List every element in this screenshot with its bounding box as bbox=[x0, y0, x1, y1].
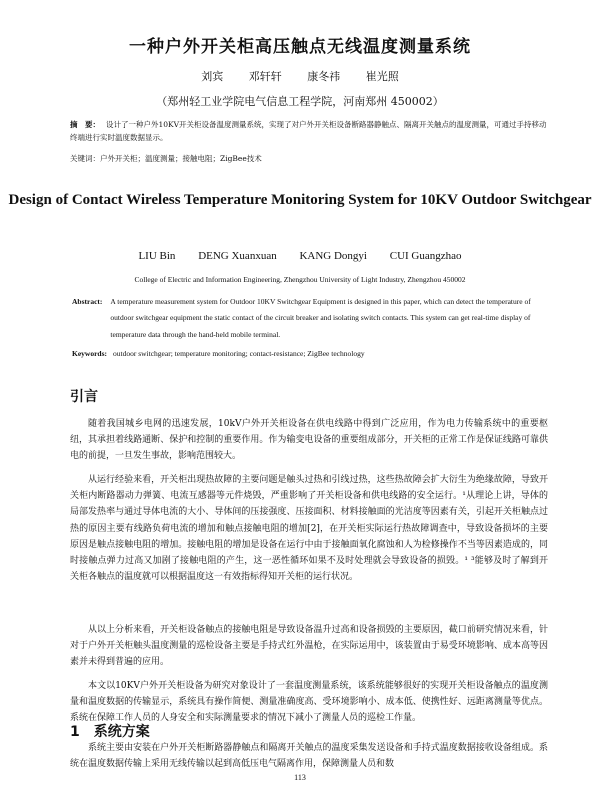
author-name: CUI Guangzhao bbox=[389, 250, 462, 262]
english-abstract bbox=[72, 294, 550, 343]
chinese-keywords bbox=[70, 152, 548, 165]
english-title bbox=[0, 182, 600, 219]
author-name: 康冬祎 bbox=[307, 70, 341, 83]
author-name: 刘宾 bbox=[201, 70, 224, 83]
author-name: KANG Dongyi bbox=[299, 250, 367, 262]
chinese-abstract bbox=[70, 118, 548, 144]
chinese-title: 一种户外开关柜高压触点无线温度测量系统 bbox=[129, 37, 471, 57]
abstract-text: A temperature measurement system for Outdoor 10KV Switchgear Equipment is designed in this paper, which can detect the temperature of outdoor switchgear equipment the static contact of the circuit breaker and isolating switch contacts. This system can get real-time display of temperature data through the hand-held mobile terminal. bbox=[110, 297, 531, 339]
keywords-text: outdoor switchgear; temperature monitoring; contact-resistance; ZigBee technology bbox=[113, 349, 365, 358]
keywords-text: 户外开关柜；温度测量；接触电阻；ZigBee技术 bbox=[100, 154, 262, 163]
paragraph: 从运行经验来看，开关柜出现热故障的主要问题是触头过热和引线过热，这些热故障会扩大衍生为绝缘故障，导致开关柜内断路器动力弹簧、电流互感器等元件烧毁，严重影响了开关柜设备和供电线路的安全运行。¹从理论上讲，导体的局部发热率与通过导体电流的大小、导体间的压接强度、压接面积、材料接触面的光洁度等因素有关，引起开关柜触点过热的原因主要有线路负荷电流的增加和触点接触电阻的增加[2]，在开关柜实际运行热故障调查中，导致设备损坏的主要原因是触点接触电阻的增加。接触电阻的增加是设备在运行中由于接触面氧化腐蚀和人为检修操作不当等因素造成的，同时接触点弹力过高又加剧了接触电阻的产生，这一恶性循环如果不及时处理就会导致设备的损毁。¹ ³能够及时了解到开关柜各触点的温度就可以根据温度这一有效指标得知开关柜的运行状况。 bbox=[70, 475, 548, 583]
author-name: DENG Xuanxuan bbox=[198, 250, 277, 262]
abstract-label: 摘 要： bbox=[70, 120, 100, 129]
chinese-authors bbox=[0, 68, 600, 84]
abstract-label: Abstract: bbox=[72, 297, 103, 306]
author-name: 崔光照 bbox=[365, 70, 399, 83]
paragraph: 本文以10KV户外开关柜设备为研究对象设计了一套温度测量系统，该系统能够很好的实现开关柜设备触点的温度测量和温度数据的传输显示，系统具有操作简便、测量准确度高、受环境影响小、成本低、使携性好、远距离测量等优点。系统在保障工作人员的人身安全和实际测量要求的情况下减小了测量人员的巡检工作量。 bbox=[70, 681, 548, 724]
english-keywords bbox=[72, 349, 550, 358]
section-heading-1: 1 系统方案 bbox=[70, 724, 150, 740]
author-name: 邓轩轩 bbox=[248, 70, 282, 83]
paragraph: 随着我国城乡电网的迅速发展，10kV户外开关柜设备在供电线路中得到广泛应用，作为电力传输系统中的重要枢纽，其承担着线路通断、保护和控制的重要作用。作为输变电设备的重要组成部分，开关柜的正常工作是保证线路可靠供电的前提，一旦发生事故，影响范围较大。 bbox=[70, 419, 548, 462]
author-name: LIU Bin bbox=[138, 250, 176, 262]
keywords-label: 关键词： bbox=[70, 154, 100, 163]
chinese-affiliation: （郑州轻工业学院电气信息工程学院，河南郑州 450002） bbox=[156, 95, 444, 108]
english-title-text: Design of Contact Wireless Temperature Monitoring System for 10KV Outdoor Switchgear bbox=[8, 192, 592, 208]
english-authors bbox=[0, 250, 600, 262]
english-affiliation: College of Electric and Information Engineering, Zhengzhou University of Light Industry, Zhengzhou 450002 bbox=[134, 275, 466, 284]
paragraph: 从以上分析来看，开关柜设备触点的接触电阻是导致设备温升过高和设备损毁的主要原因，截口前研究情况来看，针对于户外开关柜触头温度测量的巡检设备主要是手持式红外温枪，在实际运用中，该装置由于易受环境影响、成本高等因素并未得到普遍的应用。 bbox=[70, 625, 548, 668]
abstract-text: 设计了一种户外10KV开关柜设备温度测量系统，实现了对户外开关柜设备断路器静触点、隔离开关触点的温度测量，可通过手持移动终端进行实时温度数据显示。 bbox=[70, 120, 547, 142]
page-number: 113 bbox=[294, 773, 306, 782]
paragraph: 系统主要由安装在户外开关柜断路器静触点和隔离开关触点的温度采集发送设备和手持式温度数据接收设备组成。系统在温度数据传输上采用无线传输以起到高低压电气隔离作用，保障测量人员和数 bbox=[70, 743, 548, 770]
section-heading-intro: 引言 bbox=[70, 389, 98, 405]
keywords-label: Keywords: bbox=[72, 349, 107, 358]
